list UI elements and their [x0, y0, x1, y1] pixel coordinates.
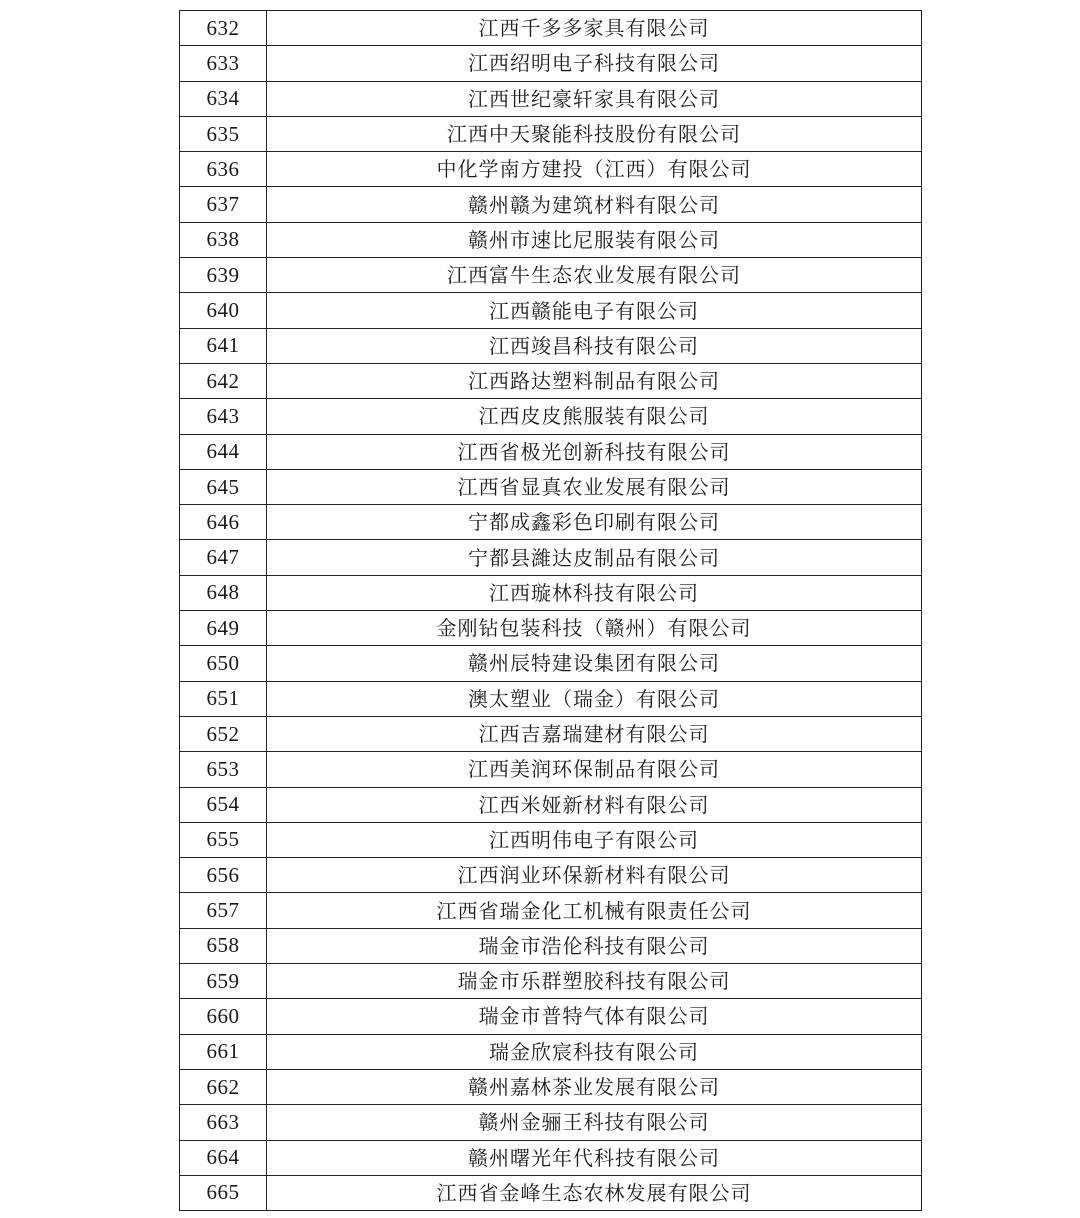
company-name: 江西吉嘉瑞建材有限公司: [267, 716, 922, 751]
table-row: [180, 1105, 922, 1140]
table-row: [180, 575, 922, 610]
table-row: [180, 1069, 922, 1104]
table-row: [180, 893, 922, 928]
row-number: 642: [180, 363, 267, 398]
company-name: 江西明伟电子有限公司: [267, 822, 922, 857]
company-name: 瑞金市浩伦科技有限公司: [267, 928, 922, 963]
company-name: 金刚钻包装科技（赣州）有限公司: [267, 611, 922, 646]
row-number: 654: [180, 787, 267, 822]
row-number: 664: [180, 1140, 267, 1175]
company-name: 江西润业环保新材料有限公司: [267, 858, 922, 893]
company-name: 江西绍明电子科技有限公司: [267, 46, 922, 81]
row-number: 641: [180, 328, 267, 363]
table-row: [180, 999, 922, 1034]
table-row: [180, 716, 922, 751]
row-number: 656: [180, 858, 267, 893]
company-name: 江西赣能电子有限公司: [267, 293, 922, 328]
table-row: [180, 822, 922, 857]
row-number: 663: [180, 1105, 267, 1140]
company-name: 澳太塑业（瑞金）有限公司: [267, 681, 922, 716]
table-row: [180, 293, 922, 328]
table-row: [180, 964, 922, 999]
table-row: [180, 152, 922, 187]
company-name: 江西省瑞金化工机械有限责任公司: [267, 893, 922, 928]
row-number: 659: [180, 964, 267, 999]
company-name: 江西皮皮熊服装有限公司: [267, 399, 922, 434]
table-row: [180, 928, 922, 963]
row-number: 640: [180, 293, 267, 328]
row-number: 633: [180, 46, 267, 81]
company-name: 江西省金峰生态农林发展有限公司: [267, 1175, 922, 1210]
table-row: [180, 399, 922, 434]
row-number: 660: [180, 999, 267, 1034]
table-row: [180, 258, 922, 293]
company-name: 江西世纪豪轩家具有限公司: [267, 81, 922, 116]
company-name: 赣州辰特建设集团有限公司: [267, 646, 922, 681]
company-name: 瑞金市乐群塑胶科技有限公司: [267, 964, 922, 999]
row-number: 637: [180, 187, 267, 222]
company-list-table: [179, 10, 922, 1211]
row-number: 643: [180, 399, 267, 434]
row-number: 636: [180, 152, 267, 187]
company-name: 宁都县濰达皮制品有限公司: [267, 540, 922, 575]
company-name: 江西璇林科技有限公司: [267, 575, 922, 610]
row-number: 646: [180, 505, 267, 540]
company-name: 江西富牛生态农业发展有限公司: [267, 258, 922, 293]
table-row: [180, 611, 922, 646]
row-number: 653: [180, 752, 267, 787]
row-number: 635: [180, 116, 267, 151]
table-row: [180, 540, 922, 575]
table-row: [180, 187, 922, 222]
table-row: [180, 752, 922, 787]
table-body: [180, 11, 922, 1211]
table-row: [180, 681, 922, 716]
table-row: [180, 222, 922, 257]
row-number: 648: [180, 575, 267, 610]
row-number: 634: [180, 81, 267, 116]
company-name: 赣州金骊王科技有限公司: [267, 1105, 922, 1140]
table-row: [180, 434, 922, 469]
table-row: [180, 81, 922, 116]
row-number: 638: [180, 222, 267, 257]
company-name: 赣州曙光年代科技有限公司: [267, 1140, 922, 1175]
row-number: 661: [180, 1034, 267, 1069]
table-row: [180, 46, 922, 81]
company-name: 江西省显真农业发展有限公司: [267, 469, 922, 504]
table-row: [180, 363, 922, 398]
table-row: [180, 11, 922, 46]
table-row: [180, 1175, 922, 1210]
company-name: 宁都成鑫彩色印刷有限公司: [267, 505, 922, 540]
row-number: 645: [180, 469, 267, 504]
row-number: 652: [180, 716, 267, 751]
company-name: 瑞金欣宸科技有限公司: [267, 1034, 922, 1069]
row-number: 644: [180, 434, 267, 469]
table-row: [180, 116, 922, 151]
company-name: 赣州赣为建筑材料有限公司: [267, 187, 922, 222]
row-number: 655: [180, 822, 267, 857]
row-number: 662: [180, 1069, 267, 1104]
table-row: [180, 1140, 922, 1175]
table-row: [180, 1034, 922, 1069]
row-number: 651: [180, 681, 267, 716]
company-name: 瑞金市普特气体有限公司: [267, 999, 922, 1034]
table-row: [180, 787, 922, 822]
row-number: 658: [180, 928, 267, 963]
row-number: 647: [180, 540, 267, 575]
table-row: [180, 328, 922, 363]
company-name: 中化学南方建投（江西）有限公司: [267, 152, 922, 187]
company-name: 赣州嘉林茶业发展有限公司: [267, 1069, 922, 1104]
company-name: 江西千多多家具有限公司: [267, 11, 922, 46]
table-row: [180, 469, 922, 504]
company-name: 江西中天聚能科技股份有限公司: [267, 116, 922, 151]
table-row: [180, 505, 922, 540]
company-name: 江西美润环保制品有限公司: [267, 752, 922, 787]
company-name: 江西米娅新材料有限公司: [267, 787, 922, 822]
company-name: 江西省极光创新科技有限公司: [267, 434, 922, 469]
row-number: 649: [180, 611, 267, 646]
table-row: [180, 858, 922, 893]
row-number: 632: [180, 11, 267, 46]
row-number: 657: [180, 893, 267, 928]
company-name: 江西竣昌科技有限公司: [267, 328, 922, 363]
row-number: 665: [180, 1175, 267, 1210]
table-row: [180, 646, 922, 681]
row-number: 650: [180, 646, 267, 681]
company-name: 赣州市速比尼服装有限公司: [267, 222, 922, 257]
row-number: 639: [180, 258, 267, 293]
document-sheet: [179, 10, 922, 1211]
company-name: 江西路达塑料制品有限公司: [267, 363, 922, 398]
